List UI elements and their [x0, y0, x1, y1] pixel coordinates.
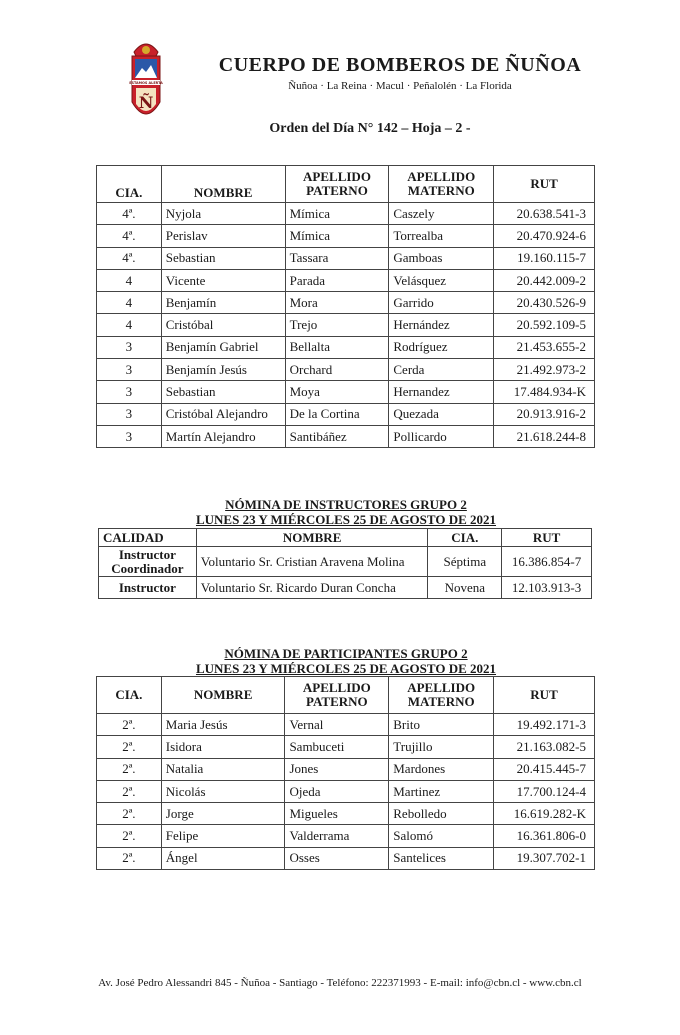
table-row — [97, 780, 595, 802]
cell-cia: 2ª. — [97, 714, 162, 736]
cell-rut: 20.442.009-2 — [494, 269, 595, 291]
instructor-nombre: Voluntario Sr. Cristian Aravena Molina — [196, 547, 428, 577]
table-row — [97, 403, 595, 425]
cell-nombre: Felipe — [161, 825, 285, 847]
header-calidad: CALIDAD — [99, 529, 197, 547]
cell-nombre: Jorge — [161, 803, 285, 825]
cell-nombre: Isidora — [161, 736, 285, 758]
cell-nombre: Natalia — [161, 758, 285, 780]
header-nombre: NOMBRE — [161, 166, 285, 203]
table-row — [97, 292, 595, 314]
cell-apellido-materno: Gamboas — [389, 247, 494, 269]
table-row — [97, 758, 595, 780]
table-row — [97, 269, 595, 291]
participants-table — [96, 676, 595, 870]
cell-rut: 20.638.541-3 — [494, 203, 595, 225]
order-of-the-day-line: Orden del Día N° 142 – Hoja – 2 - — [269, 121, 471, 136]
cell-apellido-materno: Torrealba — [389, 225, 494, 247]
header-apellido-materno: APELLIDO MATERNO — [389, 166, 494, 203]
table-row — [97, 225, 595, 247]
table-row — [97, 336, 595, 358]
header-rut: RUT — [502, 529, 592, 547]
table-row — [97, 247, 595, 269]
table-row — [97, 359, 595, 381]
table-header-row — [99, 529, 592, 547]
cell-apellido-paterno: Migueles — [285, 803, 389, 825]
instructors-date: LUNES 23 Y MIÉRCOLES 25 DE AGOSTO DE 2021 — [195, 512, 497, 527]
instructors-table — [98, 528, 592, 599]
instructors-title: NÓMINA DE INSTRUCTORES GRUPO 2 — [225, 497, 467, 512]
table-row — [99, 547, 592, 577]
cell-rut: 20.592.109-5 — [494, 314, 595, 336]
table-row — [97, 203, 595, 225]
cell-apellido-materno: Hernández — [389, 314, 494, 336]
cell-rut: 21.453.655-2 — [494, 336, 595, 358]
instructor-calidad: Instructor — [99, 577, 197, 599]
cell-cia: 4ª. — [97, 203, 162, 225]
cell-apellido-materno: Quezada — [389, 403, 494, 425]
cell-cia: 4ª. — [97, 225, 162, 247]
table-row — [97, 381, 595, 403]
instructor-calidad: Instructor Coordinador — [99, 547, 197, 577]
cell-cia: 2ª. — [97, 736, 162, 758]
cell-apellido-paterno: Bellalta — [285, 336, 389, 358]
table-header-row — [97, 677, 595, 714]
cell-apellido-materno: Rebolledo — [389, 803, 494, 825]
cell-apellido-paterno: Santibáñez — [285, 425, 389, 447]
cell-nombre: Sebastian — [161, 381, 285, 403]
cell-apellido-materno: Pollicardo — [389, 425, 494, 447]
cell-apellido-paterno: Parada — [285, 269, 389, 291]
cell-apellido-materno: Brito — [389, 714, 494, 736]
cell-cia: 4 — [97, 269, 162, 291]
cell-apellido-paterno: Osses — [285, 847, 389, 869]
cell-cia: 2ª. — [97, 780, 162, 802]
cell-apellido-paterno: Moya — [285, 381, 389, 403]
emblem-letter: Ñ — [138, 93, 154, 112]
cell-rut: 20.913.916-2 — [494, 403, 595, 425]
cell-rut: 17.484.934-K — [494, 381, 595, 403]
cell-rut: 16.361.806-0 — [494, 825, 595, 847]
cell-rut: 20.415.445-7 — [494, 758, 595, 780]
cell-nombre: Sebastian — [161, 247, 285, 269]
cell-apellido-materno: Mardones — [389, 758, 494, 780]
cell-cia: 2ª. — [97, 803, 162, 825]
cell-rut: 19.160.115-7 — [494, 247, 595, 269]
cell-apellido-paterno: Ojeda — [285, 780, 389, 802]
cell-nombre: Vicente — [161, 269, 285, 291]
cell-apellido-paterno: Tassara — [285, 247, 389, 269]
table-row — [97, 736, 595, 758]
cell-nombre: Perislav — [161, 225, 285, 247]
cell-apellido-materno: Trujillo — [389, 736, 494, 758]
cell-apellido-paterno: De la Cortina — [285, 403, 389, 425]
cell-apellido-materno: Salomó — [389, 825, 494, 847]
instructor-cia: Novena — [428, 577, 502, 599]
participants-title: NÓMINA DE PARTICIPANTES GRUPO 2 — [224, 646, 468, 661]
cell-rut: 16.619.282-K — [494, 803, 595, 825]
cell-cia: 2ª. — [97, 847, 162, 869]
table-row — [97, 847, 595, 869]
cell-rut: 21.492.973-2 — [494, 359, 595, 381]
cell-cia: 4 — [97, 292, 162, 314]
participants-date: LUNES 23 Y MIÉRCOLES 25 DE AGOSTO DE 2021 — [195, 661, 497, 676]
table-row — [99, 577, 592, 599]
cell-apellido-paterno: Orchard — [285, 359, 389, 381]
instructor-rut: 12.103.913-3 — [502, 577, 592, 599]
cell-rut: 20.470.924-6 — [494, 225, 595, 247]
instructor-rut: 16.386.854-7 — [502, 547, 592, 577]
cell-cia: 2ª. — [97, 825, 162, 847]
cell-apellido-paterno: Vernal — [285, 714, 389, 736]
cell-rut: 20.430.526-9 — [494, 292, 595, 314]
instructor-nombre: Voluntario Sr. Ricardo Duran Concha — [196, 577, 428, 599]
cell-apellido-paterno: Trejo — [285, 314, 389, 336]
cell-nombre: Cristóbal Alejandro — [161, 403, 285, 425]
cell-apellido-paterno: Mora — [285, 292, 389, 314]
cell-apellido-paterno: Valderrama — [285, 825, 389, 847]
cell-cia: 4 — [97, 314, 162, 336]
header-rut: RUT — [494, 677, 595, 714]
cell-apellido-materno: Garrido — [389, 292, 494, 314]
cell-nombre: Ángel — [161, 847, 285, 869]
cell-rut: 19.492.171-3 — [494, 714, 595, 736]
cell-apellido-materno: Velásquez — [389, 269, 494, 291]
cell-cia: 3 — [97, 403, 162, 425]
organization-subtitle: Ñuñoa · La Reina · Macul · Peñalolén · La Florida — [288, 80, 512, 92]
header-rut: RUT — [494, 166, 595, 203]
cell-nombre: Maria Jesús — [161, 714, 285, 736]
emblem-motto: ESTAMOS ALERTA — [129, 81, 163, 85]
cell-nombre: Benjamín — [161, 292, 285, 314]
table-row — [97, 425, 595, 447]
instructor-cia: Séptima — [428, 547, 502, 577]
table-row — [97, 314, 595, 336]
cell-nombre: Nicolás — [161, 780, 285, 802]
cell-nombre: Cristóbal — [161, 314, 285, 336]
cell-cia: 3 — [97, 359, 162, 381]
cell-nombre: Benjamín Gabriel — [161, 336, 285, 358]
cell-rut: 21.618.244-8 — [494, 425, 595, 447]
cell-cia: 4ª. — [97, 247, 162, 269]
header-nombre: NOMBRE — [196, 529, 428, 547]
header-apellido-materno: APELLIDO MATERNO — [389, 677, 494, 714]
cell-apellido-paterno: Sambuceti — [285, 736, 389, 758]
header-apellido-paterno: APELLIDO PATERNO — [285, 166, 389, 203]
table-row — [97, 825, 595, 847]
table-row — [97, 803, 595, 825]
header-cia: CIA. — [97, 677, 162, 714]
cell-apellido-paterno: Mímica — [285, 203, 389, 225]
cell-cia: 3 — [97, 381, 162, 403]
header-nombre: NOMBRE — [161, 677, 285, 714]
cell-cia: 3 — [97, 336, 162, 358]
cell-apellido-materno: Caszely — [389, 203, 494, 225]
members-table — [96, 165, 595, 448]
cell-apellido-paterno: Jones — [285, 758, 389, 780]
cell-rut: 17.700.124-4 — [494, 780, 595, 802]
cell-nombre: Martín Alejandro — [161, 425, 285, 447]
cell-apellido-materno: Rodríguez — [389, 336, 494, 358]
cell-cia: 2ª. — [97, 758, 162, 780]
header-cia: CIA. — [428, 529, 502, 547]
cell-nombre: Benjamín Jesús — [161, 359, 285, 381]
header-cia: CIA. — [97, 166, 162, 203]
cell-apellido-materno: Hernandez — [389, 381, 494, 403]
header-apellido-paterno: APELLIDO PATERNO — [285, 677, 389, 714]
cell-apellido-materno: Santelices — [389, 847, 494, 869]
footer-contact: Av. José Pedro Alessandri 845 - Ñuñoa - Santiago - Teléfono: 222371993 - E-mail: info@cbn.cl - www.cbn.cl — [98, 977, 582, 989]
cell-apellido-paterno: Mímica — [285, 225, 389, 247]
organization-name: CUERPO DE BOMBEROS DE ÑUÑOA — [218, 54, 582, 76]
cell-apellido-materno: Cerda — [389, 359, 494, 381]
cell-cia: 3 — [97, 425, 162, 447]
cell-apellido-materno: Martinez — [389, 780, 494, 802]
cell-nombre: Nyjola — [161, 203, 285, 225]
table-header-row — [97, 166, 595, 203]
cell-rut: 21.163.082-5 — [494, 736, 595, 758]
cell-rut: 19.307.702-1 — [494, 847, 595, 869]
table-row — [97, 714, 595, 736]
